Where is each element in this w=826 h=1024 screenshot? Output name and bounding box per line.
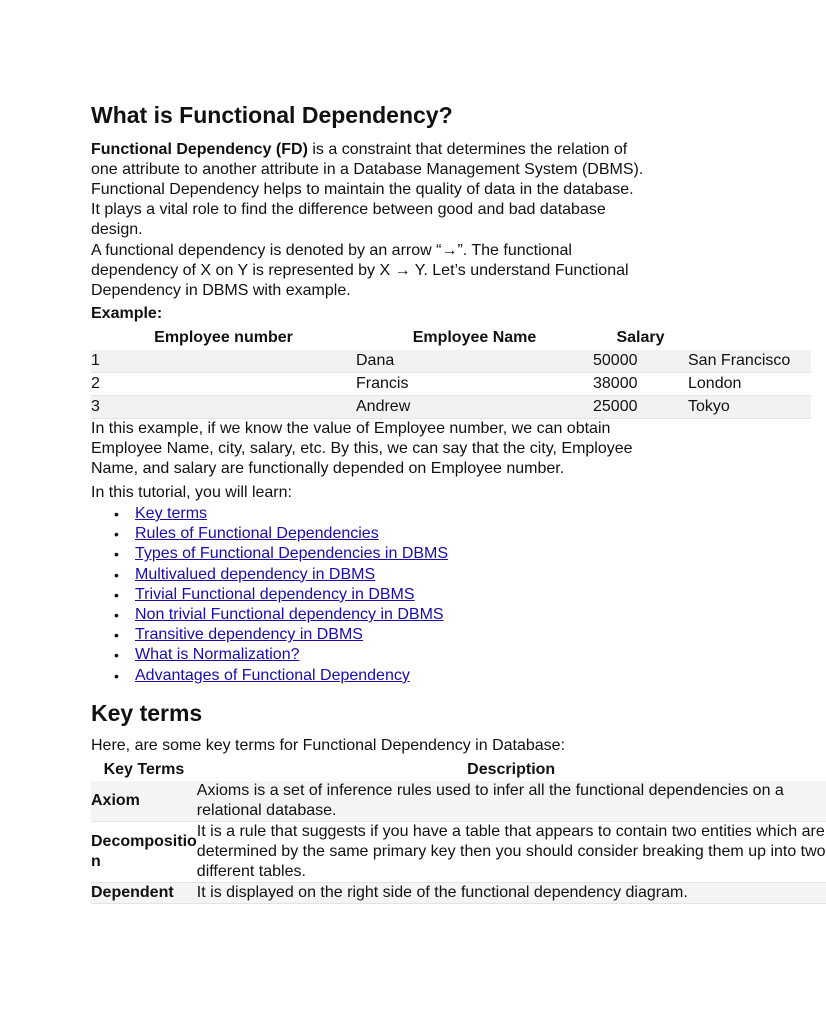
description-line: It is displayed on the right side of the functional dependency diagram. [196, 884, 688, 901]
column-header: Key Terms [103, 760, 185, 778]
term-cell: Axiom [91, 781, 197, 822]
table-header-row [91, 758, 826, 781]
table-cell: London [688, 373, 811, 396]
intro-line: is a constraint that determines the relation of [307, 141, 628, 158]
term-cell: Dependent [91, 883, 197, 904]
toc-link-key-terms[interactable]: Key terms [135, 505, 208, 522]
list-item [135, 504, 448, 524]
table-row [91, 396, 811, 419]
arrow-line: Dependency in DBMS with example. [91, 282, 351, 299]
toc-link-multivalued[interactable]: Multivalued dependency in DBMS [135, 565, 376, 583]
list-item [135, 666, 448, 686]
column-header: Employee Name [412, 328, 537, 346]
table-header-row [91, 325, 811, 350]
description-line: determined by the same primary key then you should consider breaking them up into two [196, 843, 826, 860]
list-item [135, 544, 448, 564]
term-cell [91, 822, 197, 883]
intro-line: one attribute to another attribute in a Database Management System (DBMS). [91, 161, 644, 178]
description-line: different tables. [196, 863, 306, 880]
list-item [135, 585, 448, 605]
table-cell: Francis [356, 373, 593, 396]
learn-intro: In this tutorial, you will learn: [91, 484, 292, 501]
arrow-line: A functional dependency is denoted by an arrow “→”. The functional [91, 242, 572, 259]
example-table [91, 325, 811, 419]
table-row [91, 350, 811, 373]
toc-link-advantages[interactable]: Advantages of Functional Dependency [135, 666, 410, 684]
table-row [91, 822, 826, 883]
key-terms-intro: Here, are some key terms for Functional Dependency in Database: [91, 737, 566, 754]
column-header: Employee number [154, 328, 293, 346]
explain-line: Employee Name, city, salary, etc. By this, we can say that the city, Employee [91, 440, 633, 457]
table-of-contents [91, 504, 448, 686]
description-cell [197, 781, 826, 822]
explain-line: In this example, if we know the value of Employee number, we can obtain [91, 420, 611, 437]
key-terms-table [91, 758, 826, 904]
intro-paragraph [91, 140, 643, 240]
toc-link-types[interactable]: Types of Functional Dependencies in DBMS [135, 545, 449, 563]
description-line: Axioms is a set of inference rules used to infer all the functional dependencies on a [196, 782, 784, 799]
table-cell: San Francisco [688, 350, 811, 373]
table-cell: Andrew [356, 396, 593, 419]
section-heading-key-terms: Key terms [91, 700, 203, 726]
list-item [135, 645, 448, 665]
term-line: n [91, 853, 101, 870]
toc-link-trivial[interactable]: Trivial Functional dependency in DBMS [135, 585, 415, 603]
table-row [91, 883, 826, 904]
column-header: Description [467, 760, 556, 778]
description-cell [197, 822, 826, 883]
description-cell [197, 883, 826, 904]
toc-link-rules[interactable]: Rules of Functional Dependencies [135, 525, 379, 543]
intro-line: design. [91, 221, 143, 238]
arrow-line: dependency of X on Y is represented by X → Y. Let’s understand Functional [91, 262, 629, 279]
toc-link-transitive[interactable]: Transitive dependency in DBMS [135, 626, 363, 644]
column-header: Salary [616, 328, 665, 346]
toc-link-normalization[interactable]: What is Normalization? [135, 646, 300, 664]
list-item [135, 605, 448, 625]
table-cell: 25000 [593, 396, 688, 419]
term-line: Decompositio [91, 833, 197, 850]
list-item [135, 524, 448, 544]
table-cell: 50000 [593, 350, 688, 373]
table-cell: Tokyo [688, 396, 811, 419]
article [91, 0, 826, 1024]
explanation-paragraph [91, 419, 633, 479]
example-label: Example: [91, 305, 163, 322]
table-cell: 1 [91, 350, 356, 373]
intro-line: It plays a vital role to find the difference between good and bad database [91, 201, 606, 218]
table-cell: Dana [356, 350, 593, 373]
description-line: It is a rule that suggests if you have a table that appears to contain two entities which are [196, 823, 825, 840]
list-item [135, 625, 448, 645]
arrow-paragraph [91, 241, 629, 301]
intro-term: Functional Dependency (FD) [91, 141, 308, 158]
table-cell: 2 [91, 373, 356, 396]
table-cell: 3 [91, 396, 356, 419]
description-line: relational database. [196, 802, 337, 819]
table-row [91, 781, 826, 822]
explain-line: Name, and salary are functionally depended on Employee number. [91, 460, 565, 477]
intro-line: Functional Dependency helps to maintain the quality of data in the database. [91, 181, 634, 198]
toc-link-non-trivial[interactable]: Non trivial Functional dependency in DBMS [135, 606, 444, 624]
page-title: What is Functional Dependency? [91, 102, 453, 128]
table-cell: 38000 [593, 373, 688, 396]
table-row [91, 373, 811, 396]
column-header [688, 325, 811, 350]
list-item [135, 565, 448, 585]
